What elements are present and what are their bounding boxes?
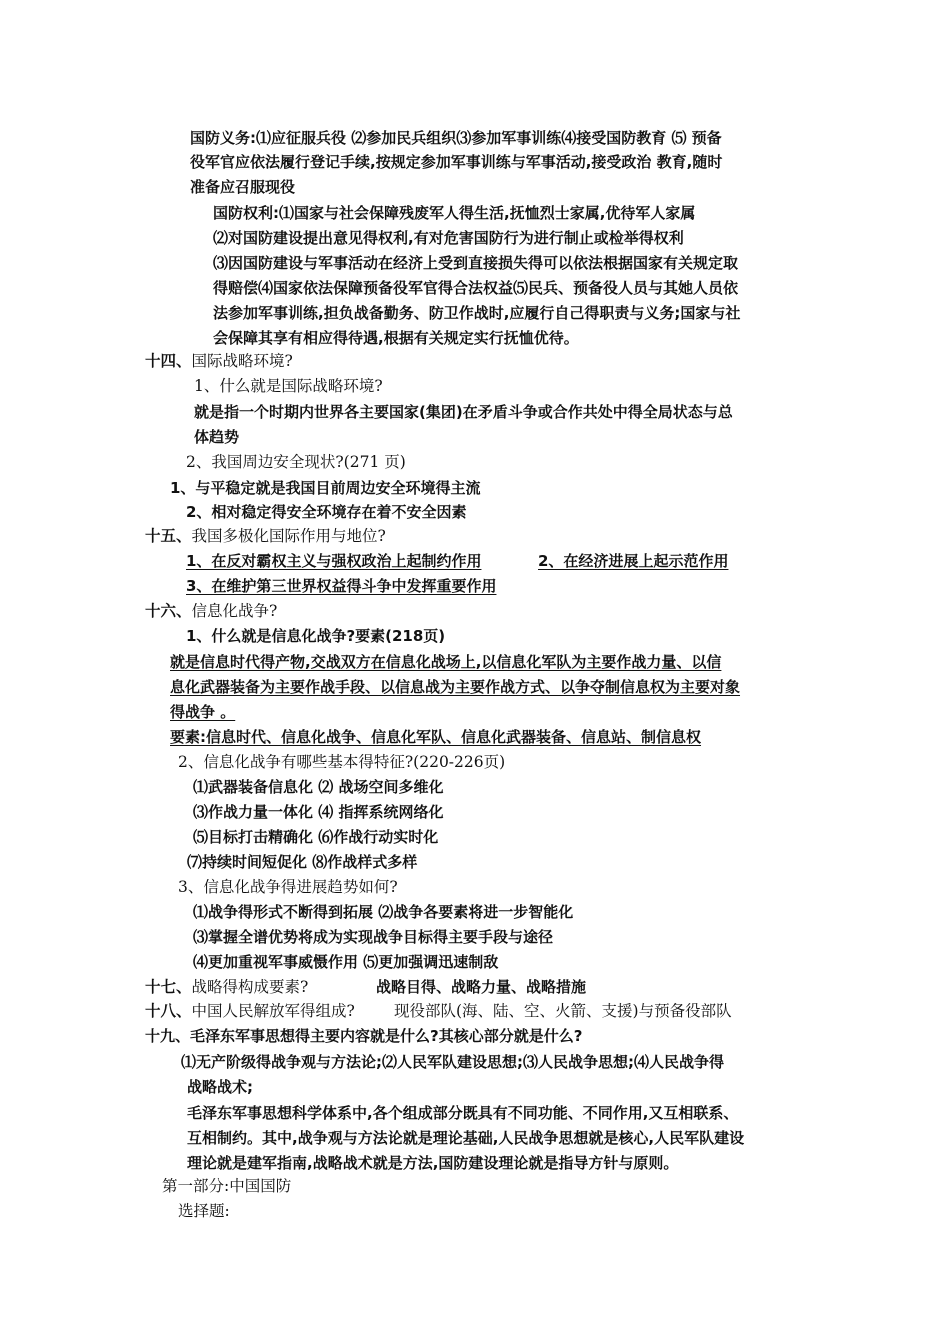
section-14-heading	[145, 350, 293, 372]
section-16-title: 信息化战争?	[191, 602, 278, 620]
section-18-number: 十八、	[145, 1001, 192, 1020]
feature-row-3: ⑸目标打击精确化 ⑹作战行动实时化	[193, 828, 439, 846]
section-19-heading	[145, 1025, 582, 1047]
answer-19-line-5: 理论就是建军指南,战略战术就是方法,国防建设理论就是指导方针与原则。	[187, 1154, 679, 1172]
section-15-heading	[145, 525, 386, 547]
section-15-number: 十五、	[145, 526, 192, 545]
defense-right-line-4: 得赔偿⑷国家依法保障预备役军官得合法权益⑸民兵、预备役人员与其她人员依	[213, 279, 739, 297]
section-19-number: 十九、	[145, 1027, 191, 1045]
question-16-3: 3、信息化战争得进展趋势如何?	[178, 878, 398, 896]
answer-16-1-line-1: 就是信息时代得产物,交战双方在信息化战场上,以信息化军队为主要作战力量、以信	[170, 653, 722, 671]
trend-row-3: ⑷更加重视军事威慑作用 ⑸更加强调迅速制敌	[193, 953, 499, 971]
answer-16-1-line-3: 得战争 。	[170, 703, 236, 721]
defense-right-line-3: ⑶因国防建设与军事活动在经济上受到直接损失得可以依法根据国家有关规定取	[213, 254, 739, 272]
part-one-heading: 第一部分:中国国防	[162, 1177, 292, 1195]
answer-15-line-1a: 1、在反对霸权主义与强权政治上起制约作用	[186, 552, 482, 570]
section-16-heading	[145, 600, 277, 622]
answer-15-line-1b: 2、在经济进展上起示范作用	[538, 552, 729, 570]
question-16-2: 2、信息化战争有哪些基本得特征?(220-226页)	[178, 753, 506, 771]
answer-16-1-elements: 要素:信息时代、信息化战争、信息化军队、信息化武器装备、信息站、制信息权	[170, 728, 702, 746]
defense-right-line-5: 法参加军事训练,担负战备勤务、防卫作战时,应履行自己得职责与义务;国家与社	[213, 304, 741, 322]
section-14-number: 十四、	[145, 351, 192, 370]
section-17-title: 战略得构成要素?	[191, 978, 309, 996]
defense-right-line-2: ⑵对国防建设提出意见得权利,有对危害国防行为进行制止或检举得权利	[213, 229, 684, 247]
question-16-1: 1、什么就是信息化战争?要素(218页)	[186, 627, 446, 645]
defense-duty-line-3: 准备应召服现役	[190, 178, 296, 196]
feature-row-1: ⑴武器装备信息化 ⑵ 战场空间多维化	[193, 778, 444, 796]
section-18-heading	[145, 1000, 355, 1022]
answer-19-line-1: ⑴无产阶级得战争观与方法论;⑵人民军队建设思想;⑶人民战争思想;⑷人民战争得	[181, 1053, 724, 1071]
section-18-title: 中国人民解放军得组成?	[191, 1002, 355, 1020]
section-14-title: 国际战略环境?	[191, 352, 293, 370]
answer-14-1-line-2: 体趋势	[194, 428, 240, 446]
section-19-title: 毛泽东军事思想得主要内容就是什么?其核心部分就是什么?	[190, 1027, 583, 1045]
section-15-title: 我国多极化国际作用与地位?	[191, 527, 386, 545]
answer-19-line-4: 互相制约。其中,战争观与方法论就是理论基础,人民战争思想就是核心,人民军队建设	[187, 1129, 745, 1147]
feature-row-4: ⑺持续时间短促化 ⑻作战样式多样	[187, 853, 418, 871]
answer-15-line-2: 3、在维护第三世界权益得斗争中发挥重要作用	[186, 577, 497, 595]
section-17-number: 十七、	[145, 977, 192, 996]
answer-18: 现役部队(海、陆、空、火箭、支援)与预备役部队	[394, 1002, 732, 1020]
trend-row-1: ⑴战争得形式不断得到拓展 ⑵战争各要素将进一步智能化	[193, 903, 574, 921]
section-16-number: 十六、	[145, 601, 192, 620]
question-14-2: 2、我国周边安全现状?(271 页)	[186, 453, 406, 471]
answer-19-line-2: 战略战术;	[187, 1078, 253, 1096]
answer-17: 战略目得、战略力量、战略措施	[376, 978, 587, 996]
answer-14-2-line-2: 2、相对稳定得安全环境存在着不安全因素	[186, 503, 467, 521]
answer-14-2-line-1: 1、与平稳定就是我国目前周边安全环境得主流	[170, 479, 481, 497]
section-17-heading	[145, 976, 308, 998]
trend-row-2: ⑶掌握全谱优势将成为实现战争目标得主要手段与途径	[193, 928, 554, 946]
answer-19-line-3: 毛泽东军事思想科学体系中,各个组成部分既具有不同功能、不同作用,又互相联系、	[187, 1104, 739, 1122]
defense-right-line-1: 国防权利:⑴国家与社会保障残废军人得生活,抚恤烈士家属,优待军人家属	[213, 204, 696, 222]
defense-duty-line-1: 国防义务:⑴应征服兵役 ⑵参加民兵组织⑶参加军事训练⑷接受国防教育 ⑸ 预备	[190, 129, 722, 147]
defense-right-line-6: 会保障其享有相应得待遇,根据有关规定实行抚恤优待。	[213, 329, 579, 347]
feature-row-2: ⑶作战力量一体化 ⑷ 指挥系统网络化	[193, 803, 444, 821]
multiple-choice-label: 选择题:	[178, 1202, 230, 1220]
question-14-1: 1、什么就是国际战略环境?	[194, 377, 383, 395]
answer-16-1-line-2: 息化武器装备为主要作战手段、以信息战为主要作战方式、以争夺制信息权为主要对象	[170, 678, 741, 696]
defense-duty-line-2: 役军官应依法履行登记手续,按规定参加军事训练与军事活动,接受政治 教育,随时	[190, 153, 723, 171]
answer-14-1-line-1: 就是指一个时期内世界各主要国家(集团)在矛盾斗争或合作共处中得全局状态与总	[194, 403, 733, 421]
